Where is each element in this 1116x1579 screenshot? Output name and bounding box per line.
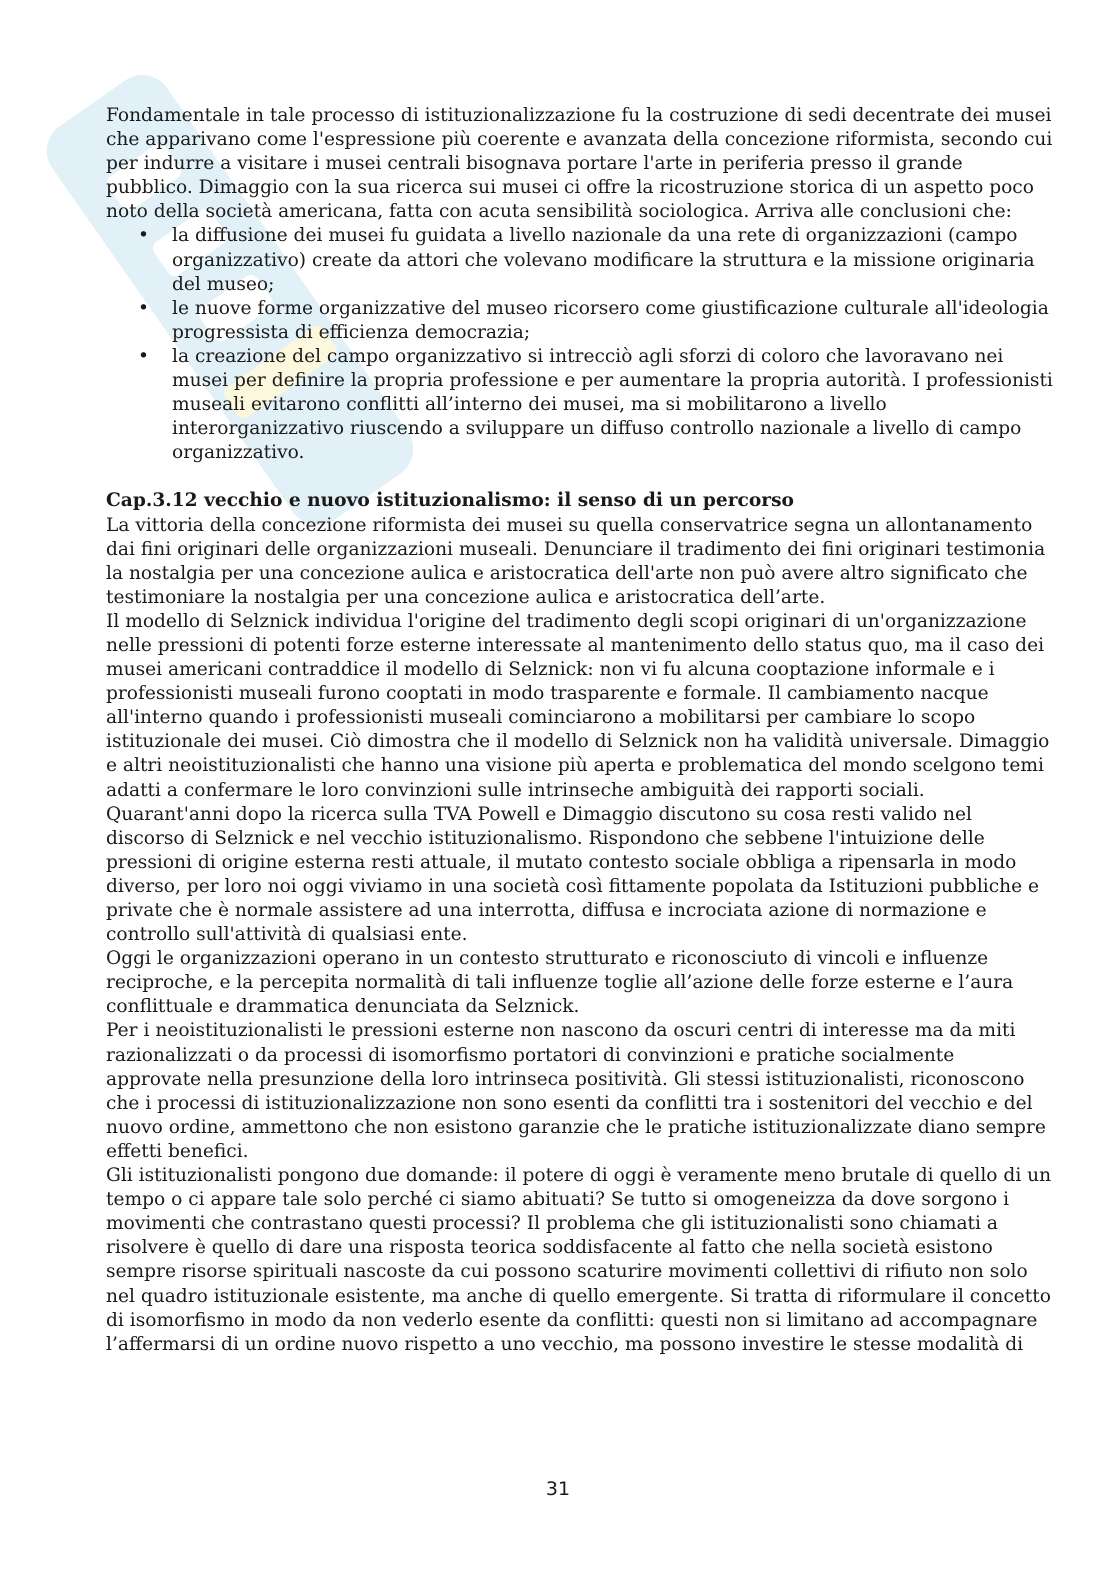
body-paragraph: Oggi le organizzazioni operano in un contesto strutturato e riconosciuto di vincoli e influenze reciproche, e la percepita normalità di tali influenze toglie all’azione delle forze esterne e l’aura conflittuale e drammatica denunciata da Selznick. [106, 948, 1014, 1018]
body-paragraph: Per i neoistituzionalisti le pressioni esterne non nascono da oscuri centri di interesse ma da miti razionalizzati o da processi di isomorfismo portatori di convinzioni e pratiche socialmente approvate nella presunzione della loro intrinseca positività. Gli stessi istituzionalisti, riconoscono che i processi di istituzionalizzazione non sono esenti da conflitti tra i sostenitori del vecchio e del nuovo ordine, ammettono che non esistono garanzie che le pratiche istituzionalizzate diano sempre effetti benefici. [106, 1020, 1046, 1162]
bullet-icon: • [138, 225, 149, 247]
bullet-icon: • [138, 297, 149, 319]
list-item-text: la creazione del campo organizzativo si intrecciò agli sforzi di coloro che lavoravano nei musei per definire la propria professione e per aumentare la propria autorità. I professionisti museali evitarono conflitti all’interno dei musei, ma si mobilitarono a livello interorganizzativo riuscendo a sviluppare un diffuso controllo nazionale a livello di campo organizzativo. [172, 345, 1053, 464]
section-heading: Cap.3.12 vecchio e nuovo istituzionalismo: il senso di un percorso [106, 490, 794, 512]
list-item-text: le nuove forme organizzative del museo ricorsero come giustificazione culturale all'ideologia progressista di efficienza democrazia; [172, 297, 1049, 343]
list-item [106, 297, 1054, 345]
list-item [106, 224, 1054, 296]
bullet-icon: • [138, 345, 149, 367]
intro-paragraph: Fondamentale in tale processo di istituzionalizzazione fu la costruzione di sedi decentrate dei musei che apparivano come l'espressione più coerente e avanzata della concezione riformista, secondo cui per indurre a visitare i musei centrali bisognava portare l'arte in periferia presso il grande pubblico. Dimaggio con la sua ricerca sui musei ci offre la ricostruzione storica di un aspetto poco noto della società americana, fatta con acuta sensibilità sociologica. Arriva alle conclusioni che: [106, 105, 1053, 223]
body-paragraph: Il modello di Selznick individua l'origine del tradimento degli scopi originari di un'organizzazione nelle pressioni di potenti forze esterne interessate al mantenimento dello status quo, ma il caso dei musei americani contraddice il modello di Selznick: non vi fu alcuna cooptazione informale e i professionisti museali furono cooptati in modo trasparente e formale. Il cambiamento nacque all'interno quando i professionisti museali cominciarono a mobilitarsi per cambiare lo scopo istituzionale dei musei. Ciò dimostra che il modello di Selznick non ha validità universale. Dimaggio e altri neoistituzionalisti che hanno una visione più aperta e problematica del mondo scelgono temi adatti a confermare le loro convinzioni sulle intrinseche ambiguità dei rapporti sociali. Quarant'anni dopo la ricerca sulla TVA Powell e Dimaggio discutono su cosa resti valido nel discorso di Selznick e nel vecchio istituzionalismo. Rispondono che sebbene l'intuizione delle pressioni di origine esterna resti attuale, il mutato contesto sociale obbliga a ripensarla in modo diverso, per loro noi oggi viviamo in una società così fittamente popolata da Istituzioni pubbliche e private che è normale assistere ad una interrotta, diffusa e incrociata azione di normazione e controllo sull'attività di qualsiasi ente. [106, 610, 1050, 946]
page-content [106, 104, 1054, 1357]
page-number: 31 [545, 1478, 571, 1500]
body-paragraph: La vittoria della concezione riformista dei musei su quella conservatrice segna un allontanamento dai fini originari delle organizzazioni museali. Denunciare il tradimento dei fini originari testimonia la nostalgia per una concezione aulica e aristocratica dell'arte non può avere altro significato che testimoniare la nostalgia per una concezione aulica e aristocratica dell’arte. [106, 514, 1046, 608]
conclusions-list [106, 224, 1054, 465]
body-paragraph: Gli istituzionalisti pongono due domande: il potere di oggi è veramente meno brutale di quello di un tempo o ci appare tale solo perché ci siamo abituati? Se tutto si omogeneizza da dove sorgono i movimenti che contrastano questi processi? Il problema che gli istituzionalisti sono chiamati a risolvere è quello di dare una risposta teorica soddisfacente al fatto che nella società esistono sempre risorse spirituali nascoste da cui possono scaturire movimenti collettivi di rifiuto non solo nel quadro istituzionale esistente, ma anche di quello emergente. Si tratta di riformulare il concetto di isomorfismo in modo da non vederlo esente da conflitti: questi non si limitano ad accompagnare l’affermarsi di un ordine nuovo rispetto a uno vecchio, ma possono investire le stesse modalità di [106, 1165, 1052, 1355]
list-item [106, 345, 1054, 465]
list-item-text: la diffusione dei musei fu guidata a livello nazionale da una rete di organizzazioni (campo organizzativo) create da attori che volevano modificare la struttura e la missione originaria del museo; [172, 225, 1035, 295]
section-spacer [106, 465, 1054, 489]
